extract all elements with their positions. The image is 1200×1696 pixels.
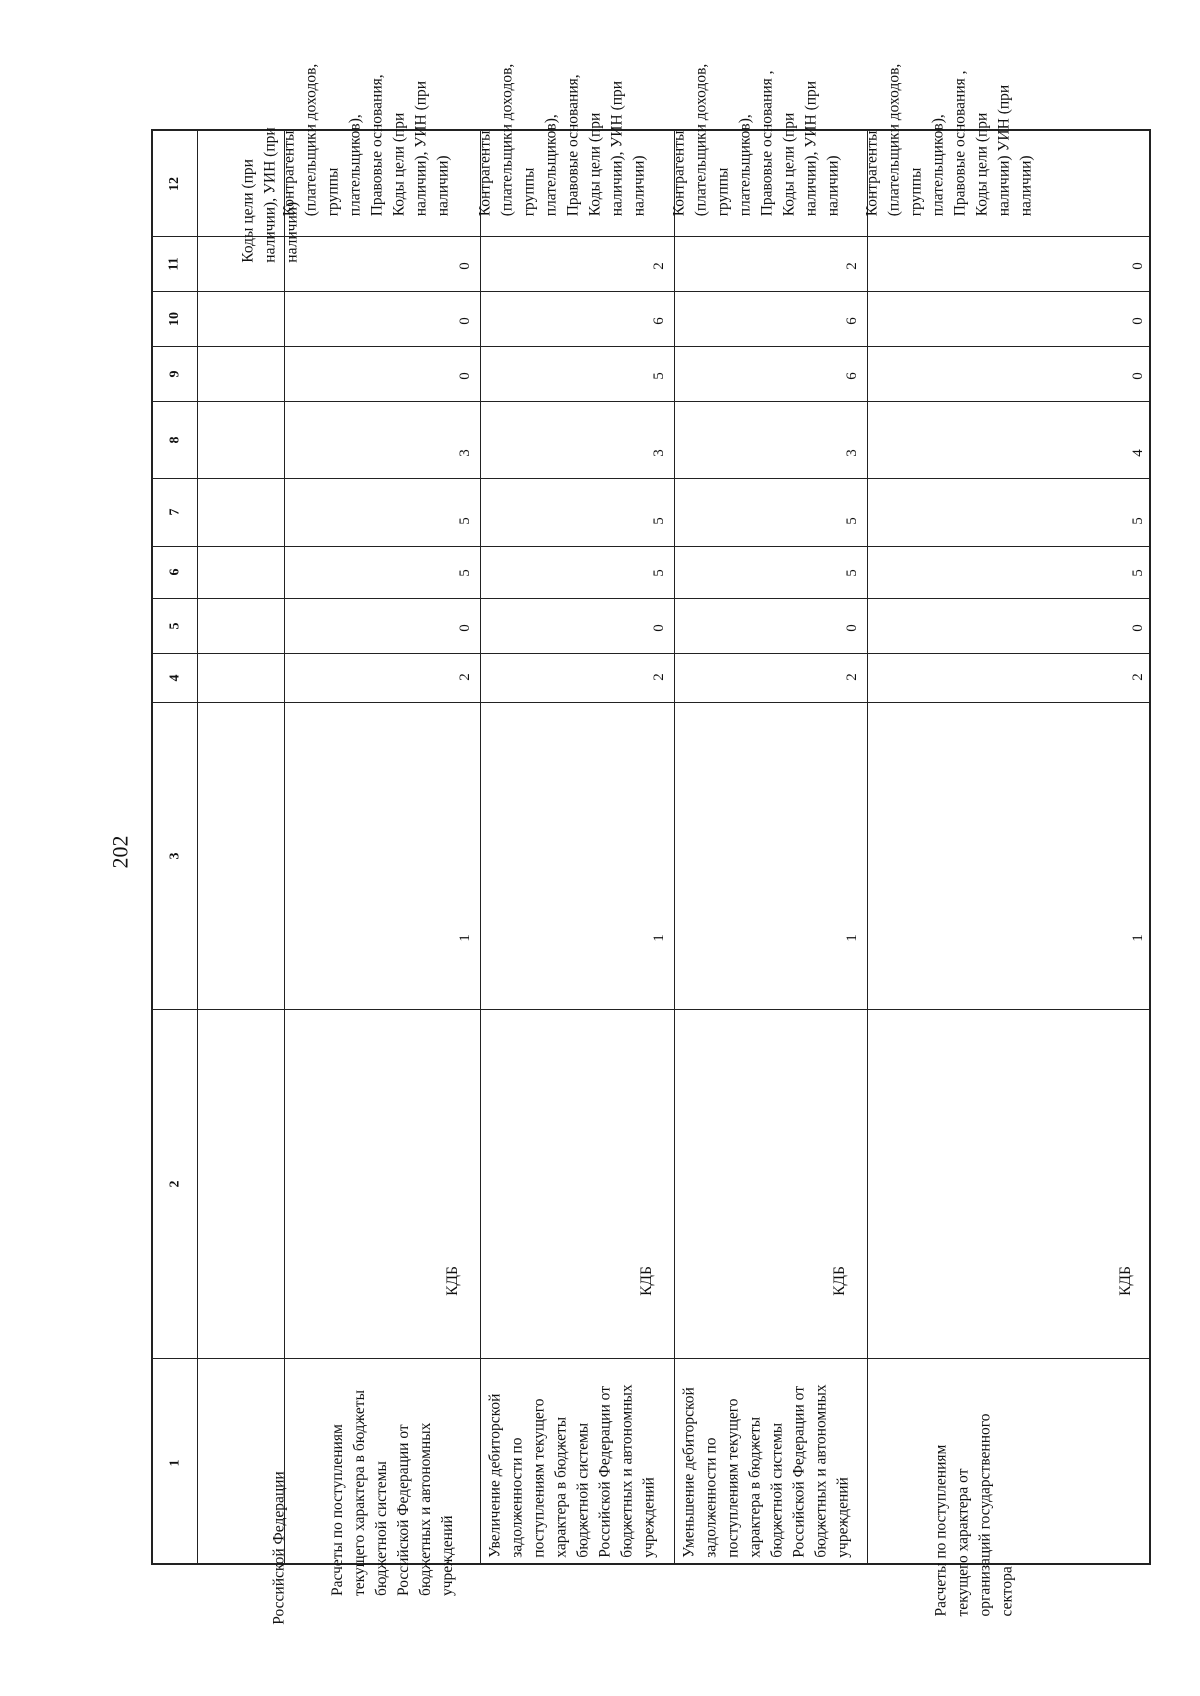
data-table [151, 63, 1151, 1625]
table-cell-row2-col1 [284, 1358, 480, 1596]
cell-value: 3 [843, 449, 860, 457]
column-header-7 [153, 478, 197, 546]
table-cell-row5-col9 [867, 346, 1153, 401]
cell-value: 0 [843, 624, 860, 632]
cell-value: 0 [1129, 372, 1146, 380]
cell-value: 5 [1129, 517, 1146, 525]
table-cell-row4-col6 [674, 546, 867, 598]
table-cell-row2-col10 [284, 291, 480, 346]
column-header-9 [153, 346, 197, 401]
table-cell-row4-col12 [670, 63, 867, 236]
table-cell-row2-col11 [284, 236, 480, 291]
table-cell-row2-col4 [284, 653, 480, 702]
table-cell-row2-col9 [284, 346, 480, 401]
column-header-2 [153, 1009, 197, 1358]
table-cell-row3-col4 [480, 653, 674, 702]
table-cell-row4-col5 [674, 598, 867, 653]
table-cell-row3-col12 [476, 63, 674, 236]
column-header-10 [153, 291, 197, 346]
table-cell-row1-col1 [197, 1358, 288, 1625]
row-title: Увеличение дебиторской задолженности по поступлениям текущего характера в бюджеты бюджетной системы Российской Федерации от бюджетных и автономных учреждений [486, 1384, 658, 1558]
table-cell-row4-col4 [674, 653, 867, 702]
table-cell-row1-col8 [197, 401, 284, 478]
cell-value: 2 [1129, 673, 1146, 681]
table-cell-row1-col7 [197, 478, 284, 546]
cell-value: 0 [456, 624, 473, 632]
table-cell-row3-col1 [480, 1358, 674, 1567]
analytics-note: Контрагенты (плательщики доходов, группы плательщиков), Правовые основания, Коды цели (при наличии), УИН (при наличии) [280, 63, 452, 217]
column-header-label: 5 [167, 622, 182, 629]
table-cell-row5-col5 [867, 598, 1153, 653]
column-header-label: 4 [167, 674, 182, 681]
cell-value: 6 [650, 317, 667, 325]
column-header-label: 7 [167, 508, 182, 516]
table-cell-row5-col4 [867, 653, 1153, 702]
cell-value: 5 [843, 517, 860, 525]
cell-value: 2 [456, 673, 473, 681]
table-cell-row5-col1 [867, 1358, 1153, 1617]
table-cell-row3-col11 [480, 236, 674, 291]
table-cell-row5-col6 [867, 546, 1153, 598]
cell-value: КДБ [444, 1266, 462, 1296]
cell-value: 3 [456, 449, 473, 457]
table-cell-row2-col8 [284, 401, 480, 478]
cell-value: 4 [1129, 449, 1146, 457]
row-title: Уменьшение дебиторской задолженности по поступлениям текущего характера в бюджеты бюджетной системы Российской Федерации от бюджетных и автономных учреждений [680, 1384, 852, 1558]
table-cell-row4-col10 [674, 291, 867, 346]
table-cell-row3-col10 [480, 291, 674, 346]
column-header-6 [153, 546, 197, 598]
column-header-11 [153, 236, 197, 291]
row-title: Расчеты по поступлениям текущего характера в бюджеты бюджетной системы Российской Федерации от бюджетных и автономных учреждений [329, 1390, 456, 1596]
column-header-12 [153, 131, 197, 236]
cell-value: 0 [456, 372, 473, 380]
column-header-5 [153, 598, 197, 653]
column-header-label: 12 [167, 176, 182, 191]
cell-value: 0 [1129, 262, 1146, 270]
table-cell-row1-col10 [197, 291, 284, 346]
column-header-label: 6 [167, 568, 182, 576]
table-cell-row3-col2 [480, 1009, 674, 1358]
table-cell-row5-col2 [867, 1009, 1153, 1358]
cell-value: 5 [650, 372, 667, 380]
analytics-note: Коды цели (при наличии), УИН (при наличии) [239, 127, 301, 263]
table-cell-row5-col3 [867, 702, 1153, 1009]
table-cell-row4-col9 [674, 346, 867, 401]
cell-value: 0 [1129, 624, 1146, 632]
table-cell-row3-col6 [480, 546, 674, 598]
table-cell-row5-col11 [867, 236, 1153, 291]
table-cell-row2-col2 [284, 1009, 480, 1358]
cell-value: 3 [650, 449, 667, 457]
table-cell-row1-col9 [197, 346, 284, 401]
cell-value: 0 [456, 262, 473, 270]
cell-value: 5 [1129, 569, 1146, 577]
table-cell-row5-col8 [867, 401, 1153, 478]
table-cell-row3-col7 [480, 478, 674, 546]
table-cell-row2-col7 [284, 478, 480, 546]
column-header-4 [153, 653, 197, 702]
table-cell-row5-col7 [867, 478, 1153, 546]
cell-value: КДБ [638, 1266, 656, 1296]
cell-value: 2 [650, 262, 667, 270]
table-cell-row1-col6 [197, 546, 284, 598]
row-title: Российской Федерации [270, 1471, 288, 1625]
cell-value: 1 [1129, 934, 1146, 942]
table-cell-row2-col12 [280, 63, 480, 236]
table-cell-row5-col10 [867, 291, 1153, 346]
column-header-label: 1 [167, 1459, 182, 1466]
table-cell-row1-col12 [197, 127, 301, 263]
table-cell-row3-col8 [480, 401, 674, 478]
cell-value: 1 [650, 934, 667, 942]
column-header-label: 8 [167, 436, 182, 443]
column-header-label: 9 [167, 370, 182, 377]
cell-value: 5 [650, 569, 667, 577]
analytics-note: Контрагенты (плательщики доходов, группы плательщиков), Правовые основания , Коды цели (при наличии), УИН (при наличии) [670, 63, 842, 217]
table-cell-row2-col3 [284, 702, 480, 1009]
cell-value: 6 [843, 372, 860, 380]
column-header-label: 3 [167, 852, 182, 859]
cell-value: 5 [843, 569, 860, 577]
table-cell-row3-col3 [480, 702, 674, 1009]
table-cell-row4-col2 [674, 1009, 867, 1358]
cell-value: 0 [456, 317, 473, 325]
table-cell-row4-col8 [674, 401, 867, 478]
row-title: Расчеты по поступлениям текущего характера от организаций государственного сектора [932, 1413, 1016, 1617]
table-cell-row1-col5 [197, 598, 284, 653]
cell-value: 2 [843, 673, 860, 681]
cell-value: 0 [650, 624, 667, 632]
cell-value: 5 [456, 517, 473, 525]
cell-value: 6 [843, 317, 860, 325]
cell-value: КДБ [831, 1266, 849, 1296]
cell-value: 5 [650, 517, 667, 525]
cell-value: КДБ [1117, 1266, 1135, 1296]
column-header-label: 11 [166, 256, 182, 271]
cell-value: 5 [456, 569, 473, 577]
table-cell-row1-col2 [197, 1009, 284, 1358]
cell-value: 0 [1129, 317, 1146, 325]
table-cell-row4-col11 [674, 236, 867, 291]
cell-value: 1 [843, 934, 860, 942]
cell-value: 1 [456, 934, 473, 942]
table-cell-row4-col1 [674, 1358, 867, 1567]
column-header-label: 10 [167, 311, 182, 326]
analytics-note: Контрагенты (плательщики доходов, группы плательщиков), Правовые основания , Коды цели (при наличии) УИН (при наличии) [863, 63, 1035, 217]
cell-value: 2 [843, 262, 860, 270]
column-header-1 [153, 1358, 197, 1567]
cell-value: 2 [650, 673, 667, 681]
column-header-8 [153, 401, 197, 478]
table-cell-row4-col3 [674, 702, 867, 1009]
table-cell-row4-col7 [674, 478, 867, 546]
table-cell-row2-col6 [284, 546, 480, 598]
page-number: 202 [107, 835, 132, 869]
table-cell-row3-col5 [480, 598, 674, 653]
table-cell-row1-col4 [197, 653, 284, 702]
table-cell-row3-col9 [480, 346, 674, 401]
table-cell-row5-col12 [863, 63, 1153, 236]
column-header-label: 2 [167, 1180, 182, 1187]
column-header-3 [153, 702, 197, 1009]
table-cell-row1-col3 [197, 702, 284, 1009]
table-cell-row2-col5 [284, 598, 480, 653]
analytics-note: Контрагенты (плательщики доходов, группы плательщиков), Правовые основания, Коды цели (при наличии), УИН (при наличии) [476, 63, 648, 217]
